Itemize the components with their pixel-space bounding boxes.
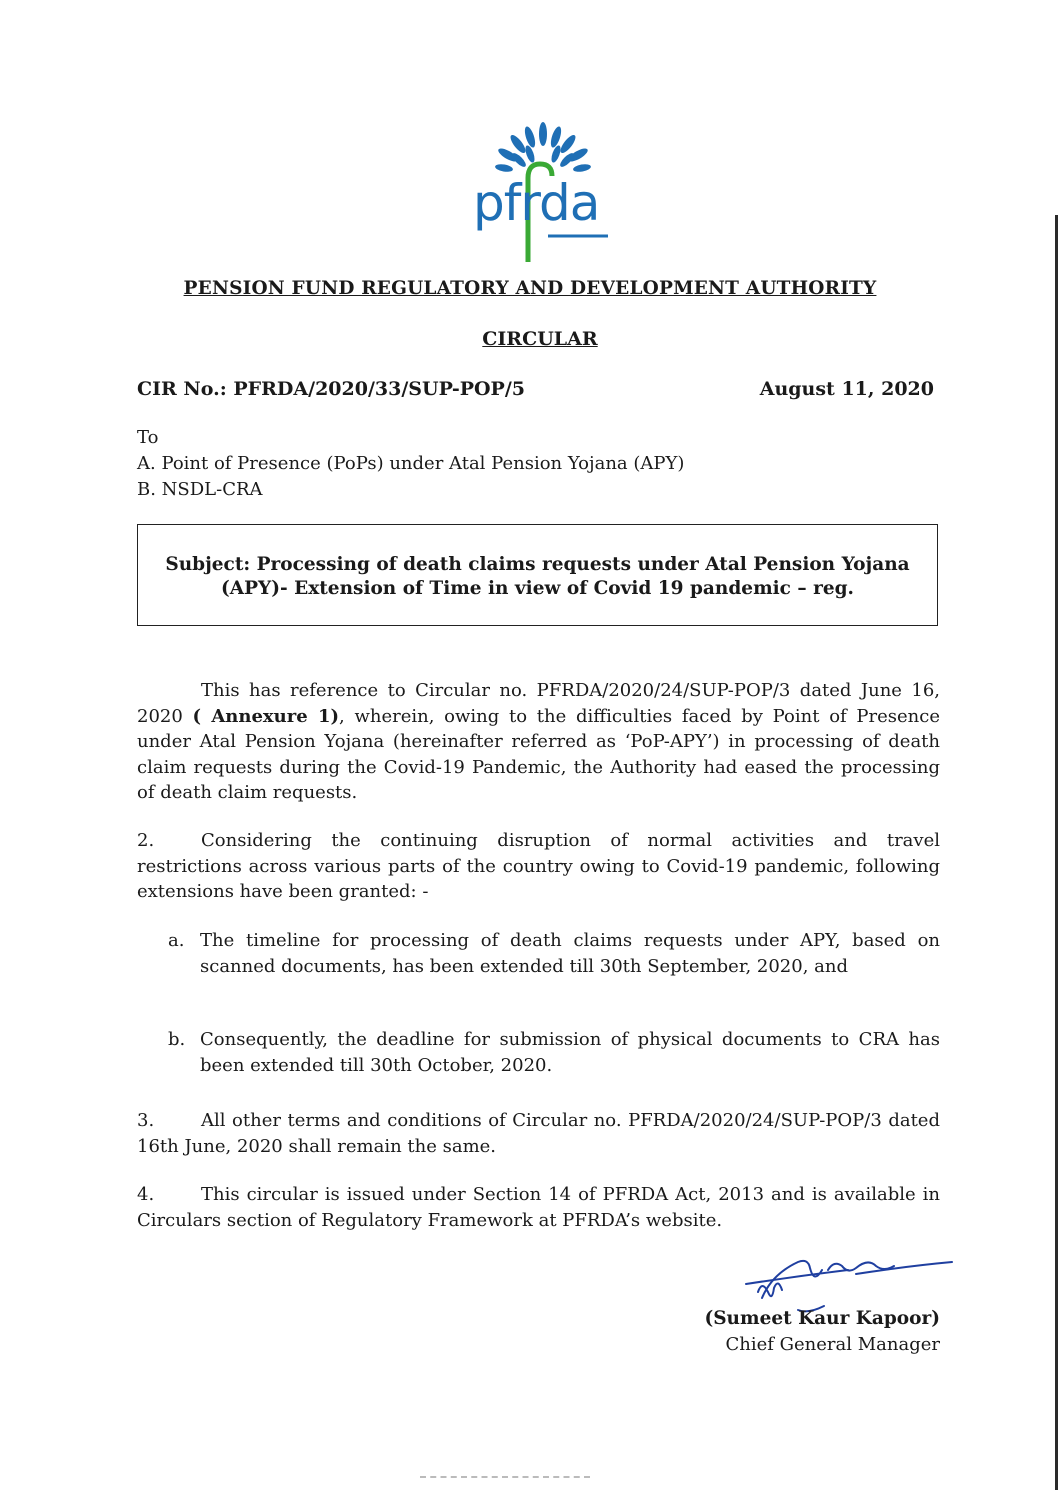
scan-edge-line	[1055, 215, 1058, 1490]
recipient-a: A. Point of Presence (PoPs) under Atal Pension Yojana (APY)	[137, 453, 685, 474]
document-type: CIRCULAR	[482, 328, 598, 350]
list-item-b	[168, 1027, 940, 1078]
paragraph-3-number: 3.	[137, 1110, 155, 1131]
circular-date: August 11, 2020	[759, 378, 934, 400]
scan-artifact-dashes	[420, 1476, 590, 1478]
paragraph-2-text: Considering the continuing disruption of normal activities and travel restrictions across various parts of the country owing to Covid-19 pandemic, following extensions have been granted: -	[137, 830, 940, 902]
paragraph-1-text-a: This has reference to Circular no. PFRDA/2020/24/SUP-POP/3 dated June 16, 2020	[137, 680, 940, 727]
annexure-reference: ( Annexure 1)	[192, 705, 339, 727]
subject-line-1: Subject: Processing of death claims requests under Atal Pension Yojana	[165, 554, 910, 575]
list-item-b-label: b.	[168, 1029, 186, 1050]
paragraph-4-number: 4.	[137, 1184, 155, 1205]
paragraph-1-text-b: , wherein, owing to the difficulties faced by Point of Presence under Atal Pension Yojana (hereinafter referred as ‘PoP-APY’) in processing of death claim requests during the Covid-19 Pandemic, the Authority had eased the processing of death claim requests.	[137, 705, 941, 803]
circular-number: CIR No.: PFRDA/2020/33/SUP-POP/5	[137, 378, 525, 400]
organization-title: PENSION FUND REGULATORY AND DEVELOPMENT AUTHORITY	[183, 278, 877, 299]
to-label: To	[137, 427, 159, 448]
subject-line-2: (APY)- Extension of Time in view of Covid 19 pandemic – reg.	[221, 578, 854, 599]
addressee-block	[137, 425, 684, 503]
paragraph-3-text: All other terms and conditions of Circular no. PFRDA/2020/24/SUP-POP/3 dated 16th June, 2020 shall remain the same.	[137, 1110, 940, 1157]
list-item-a-label: a.	[168, 930, 185, 951]
paragraph-2-number: 2.	[137, 830, 155, 851]
signatory-designation: Chief General Manager	[725, 1334, 940, 1355]
recipient-b: B. NSDL-CRA	[137, 479, 263, 500]
signatory-name: (Sumeet Kaur Kapoor)	[704, 1308, 940, 1329]
paragraph-1	[137, 678, 940, 806]
paragraph-3	[137, 1108, 940, 1159]
subject-box	[137, 524, 938, 626]
subject-text	[138, 553, 937, 601]
paragraph-4-text: This circular is issued under Section 14 of PFRDA Act, 2013 and is available in Circulars section of Regulatory Framework at PFRDA’s website.	[137, 1184, 940, 1231]
paragraph-2	[137, 828, 940, 905]
list-item-b-text: Consequently, the deadline for submission of physical documents to CRA has been extended till 30th October, 2020.	[200, 1029, 940, 1076]
list-item-a-text: The timeline for processing of death claims requests under APY, based on scanned documents, has been extended till 30th September, 2020, and	[200, 930, 940, 977]
list-item-a	[168, 928, 940, 979]
paragraph-4	[137, 1182, 940, 1233]
logo-wordmark: pfrda	[473, 174, 600, 232]
